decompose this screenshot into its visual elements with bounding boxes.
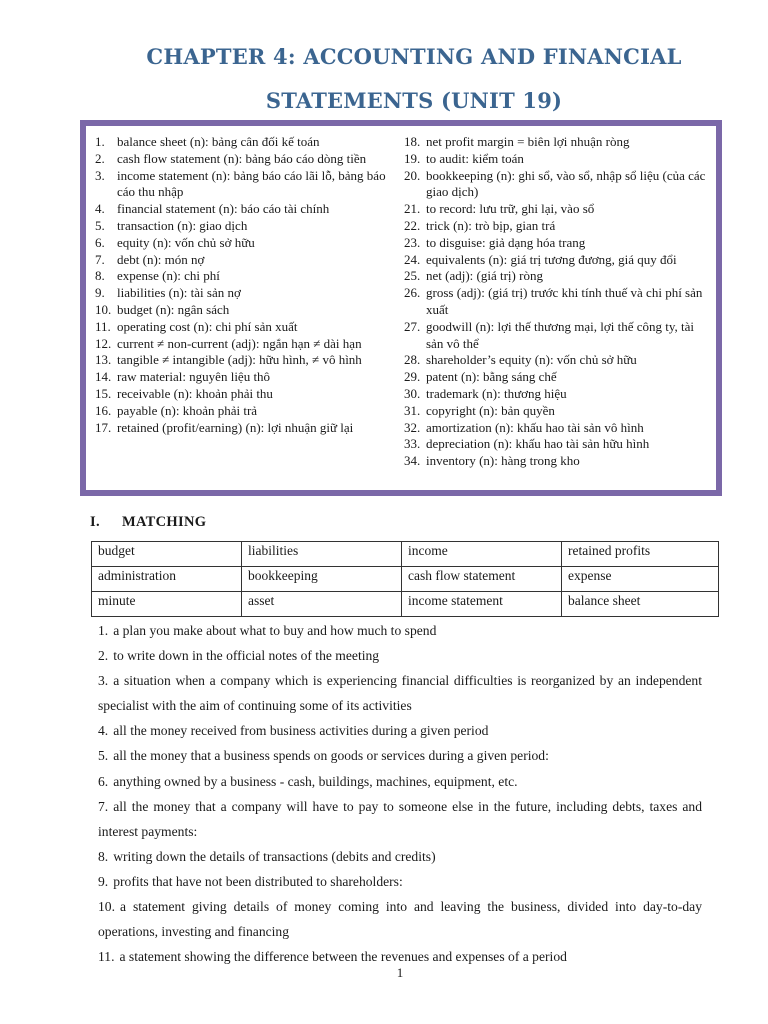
table-cell: income xyxy=(402,542,562,567)
section-number: I. xyxy=(90,514,100,530)
vocabulary-item xyxy=(404,285,714,319)
vocabulary-item xyxy=(404,201,714,218)
vocabulary-item-number: 16. xyxy=(95,402,112,418)
question-text: a plan you make about what to buy and how much to spend xyxy=(113,623,437,638)
table-cell: expense xyxy=(562,567,719,592)
question-number: 8. xyxy=(98,848,109,864)
vocabulary-item-number: 6. xyxy=(95,234,105,250)
vocabulary-item xyxy=(404,319,714,353)
question-item xyxy=(98,718,702,743)
vocabulary-item-number: 20. xyxy=(404,167,421,183)
vocabulary-item-text: cash flow statement (n): bảng báo cáo dòng tiền xyxy=(117,150,367,166)
vocabulary-item xyxy=(404,386,714,403)
vocabulary-item xyxy=(404,453,714,470)
table-cell: cash flow statement xyxy=(402,567,562,592)
question-text: a statement giving details of money coming into and leaving the business, divided into day-to-day operations, investing and financing xyxy=(98,899,702,940)
vocabulary-item-number: 13. xyxy=(95,352,112,368)
vocabulary-item-text: patent (n): bằng sáng chế xyxy=(426,369,557,385)
vocabulary-item-number: 25. xyxy=(404,268,421,284)
question-text: profits that have not been distributed to shareholders: xyxy=(113,873,403,889)
vocabulary-item xyxy=(404,420,714,437)
vocabulary-item xyxy=(404,252,714,269)
vocabulary-item-number: 30. xyxy=(404,385,421,401)
vocabulary-item-text: shareholder’s equity (n): vốn chủ sở hữu xyxy=(426,352,637,368)
table-row xyxy=(92,567,719,592)
question-item xyxy=(98,643,702,668)
vocabulary-item-number: 27. xyxy=(404,318,421,334)
vocabulary-item-number: 23. xyxy=(404,234,421,250)
page-title-line-1: CHAPTER 4: ACCOUNTING AND FINANCIAL xyxy=(146,44,682,69)
question-item xyxy=(98,894,702,944)
vocabulary-item-text: income statement (n): bảng báo cáo lãi lỗ, bảng báo cáo thu nhập xyxy=(117,167,386,200)
vocabulary-item-number: 17. xyxy=(95,419,112,435)
vocabulary-item-number: 24. xyxy=(404,251,421,267)
vocabulary-item xyxy=(95,420,400,437)
question-item xyxy=(98,769,702,794)
question-text: writing down the details of transactions (debits and credits) xyxy=(113,848,436,864)
vocabulary-item xyxy=(404,134,714,151)
question-item xyxy=(98,618,702,643)
vocabulary-item xyxy=(95,386,400,403)
table-cell: bookkeeping xyxy=(242,567,402,592)
vocabulary-item-text: trademark (n): thương hiệu xyxy=(426,385,567,401)
vocabulary-item-text: expense (n): chi phí xyxy=(117,268,220,284)
vocabulary-item-number: 8. xyxy=(95,268,105,284)
question-text: a situation when a company which is experiencing financial difficulties is reorganized by an independent specialist with the aim of continuing some of its activities xyxy=(98,673,702,714)
vocabulary-item-text: receivable (n): khoản phải thu xyxy=(117,385,273,401)
table-row xyxy=(92,542,719,567)
vocabulary-item-number: 10. xyxy=(95,301,112,317)
vocabulary-item-text: copyright (n): bản quyền xyxy=(426,402,555,418)
vocabulary-item-number: 14. xyxy=(95,369,112,385)
vocabulary-item-number: 1. xyxy=(95,134,105,149)
vocabulary-item-text: bookkeeping (n): ghi sổ, vào sổ, nhập sổ liệu (của các giao dịch) xyxy=(426,167,706,200)
vocabulary-item xyxy=(95,201,400,218)
table-cell: budget xyxy=(92,542,242,567)
vocabulary-item xyxy=(404,168,714,202)
vocabulary-item-text: goodwill (n): lợi thế thương mại, lợi thế công ty, tài sản vô thể xyxy=(426,318,695,351)
vocabulary-item-number: 26. xyxy=(404,285,421,301)
question-number: 11. xyxy=(98,949,115,965)
vocabulary-item-number: 9. xyxy=(95,285,105,301)
vocabulary-column-left xyxy=(95,134,400,436)
vocabulary-item-number: 12. xyxy=(95,335,112,351)
vocabulary-item-number: 4. xyxy=(95,201,105,217)
vocabulary-item-text: to disguise: giả dạng hóa trang xyxy=(426,234,586,250)
table-cell: administration xyxy=(92,567,242,592)
vocabulary-item-text: depreciation (n): khấu hao tài sản hữu hình xyxy=(426,436,650,452)
vocabulary-item xyxy=(95,218,400,235)
question-number: 3. xyxy=(98,673,109,689)
question-item xyxy=(98,668,702,718)
vocabulary-item-text: raw material: nguyên liệu thô xyxy=(117,369,271,385)
vocabulary-item-text: net profit margin = biên lợi nhuận ròng xyxy=(426,134,630,149)
vocabulary-item xyxy=(95,403,400,420)
vocabulary-item-text: equity (n): vốn chủ sở hữu xyxy=(117,234,255,250)
question-item xyxy=(98,794,702,844)
vocabulary-item xyxy=(404,352,714,369)
vocabulary-item-text: financial statement (n): báo cáo tài chính xyxy=(117,201,330,217)
table-cell: asset xyxy=(242,592,402,617)
vocabulary-item-number: 21. xyxy=(404,201,421,217)
vocabulary-item xyxy=(95,352,400,369)
question-text: all the money that a business spends on goods or services during a given period: xyxy=(113,748,549,764)
vocabulary-item xyxy=(95,268,400,285)
vocabulary-item-number: 18. xyxy=(404,134,421,149)
page-title-line-2: STATEMENTS (UNIT 19) xyxy=(265,88,563,113)
vocabulary-item-text: gross (adj): (giá trị) trước khi tính thuế và chi phí sản xuất xyxy=(426,285,703,317)
vocabulary-item-number: 32. xyxy=(404,419,421,435)
vocabulary-item-text: budget (n): ngân sách xyxy=(117,301,230,317)
vocabulary-item xyxy=(95,235,400,252)
table-cell: income statement xyxy=(402,592,562,617)
vocabulary-item xyxy=(404,268,714,285)
vocabulary-item xyxy=(95,151,400,168)
vocabulary-item xyxy=(404,235,714,252)
vocabulary-item xyxy=(95,336,400,353)
matching-questions xyxy=(98,618,702,969)
question-text: a statement showing the difference between the revenues and expenses of a period xyxy=(119,949,567,965)
vocabulary-item xyxy=(95,369,400,386)
vocabulary-item-text: inventory (n): hàng trong kho xyxy=(426,453,580,469)
question-number: 2. xyxy=(98,648,109,664)
page-number: 1 xyxy=(396,965,404,980)
vocabulary-item-number: 15. xyxy=(95,385,112,401)
vocabulary-item-number: 33. xyxy=(404,436,421,452)
vocabulary-item xyxy=(404,403,714,420)
vocabulary-item-number: 11. xyxy=(95,318,111,334)
table-cell: liabilities xyxy=(242,542,402,567)
vocabulary-item xyxy=(95,168,400,202)
vocabulary-item-text: debt (n): món nợ xyxy=(117,251,205,267)
vocabulary-item xyxy=(95,252,400,269)
vocabulary-item-number: 29. xyxy=(404,369,421,385)
matching-word-table xyxy=(91,541,719,617)
vocabulary-item-text: retained (profit/earning) (n): lợi nhuận giữ lại xyxy=(117,419,354,435)
vocabulary-item-text: to audit: kiểm toán xyxy=(426,150,524,166)
vocabulary-item-text: current ≠ non-current (adj): ngắn hạn ≠ dài hạn xyxy=(117,335,362,351)
vocabulary-item xyxy=(404,151,714,168)
question-number: 6. xyxy=(98,773,109,789)
question-number: 1. xyxy=(98,623,109,638)
vocabulary-item-text: balance sheet (n): bảng cân đối kế toán xyxy=(117,134,320,149)
vocabulary-item xyxy=(95,134,400,151)
vocabulary-item-text: transaction (n): giao dịch xyxy=(117,217,248,233)
vocabulary-column-right xyxy=(404,134,714,470)
vocabulary-item-number: 31. xyxy=(404,402,421,418)
vocabulary-item-text: trick (n): trò bịp, gian trá xyxy=(426,217,556,233)
question-item xyxy=(98,844,702,869)
table-row xyxy=(92,592,719,617)
vocabulary-item-text: payable (n): khoản phải trả xyxy=(117,402,258,418)
vocabulary-item-number: 34. xyxy=(404,453,421,469)
vocabulary-item xyxy=(404,369,714,386)
vocabulary-item-text: amortization (n): khấu hao tài sản vô hình xyxy=(426,419,644,435)
table-cell: retained profits xyxy=(562,542,719,567)
vocabulary-item xyxy=(404,218,714,235)
question-item xyxy=(98,869,702,894)
vocabulary-item xyxy=(95,285,400,302)
vocabulary-item-number: 19. xyxy=(404,150,421,166)
question-number: 5. xyxy=(98,748,109,764)
vocabulary-item xyxy=(95,302,400,319)
vocabulary-item-number: 22. xyxy=(404,217,421,233)
question-text: all the money that a company will have to pay to someone else in the future, including debts, taxes and interest payments: xyxy=(98,798,702,839)
vocabulary-item-text: to record: lưu trữ, ghi lại, vào sổ xyxy=(426,201,595,217)
table-cell: balance sheet xyxy=(562,592,719,617)
vocabulary-item xyxy=(95,319,400,336)
question-number: 7. xyxy=(98,798,109,814)
vocabulary-item-number: 7. xyxy=(95,251,105,267)
vocabulary-item-text: liabilities (n): tài sản nợ xyxy=(117,285,241,301)
vocabulary-item-number: 2. xyxy=(95,150,105,166)
vocabulary-item xyxy=(404,436,714,453)
vocabulary-box xyxy=(80,120,722,496)
section-title: MATCHING xyxy=(122,514,207,530)
question-text: all the money received from business activities during a given period xyxy=(113,723,489,739)
question-text: anything owned by a business - cash, buildings, machines, equipment, etc. xyxy=(113,773,518,789)
section-heading-matching xyxy=(90,514,206,531)
vocabulary-item-text: net (adj): (giá trị) ròng xyxy=(426,268,543,284)
question-number: 10. xyxy=(98,899,115,915)
vocabulary-item-number: 28. xyxy=(404,352,421,368)
question-item xyxy=(98,743,702,768)
vocabulary-item-text: equivalents (n): giá trị tương đương, giá quy đổi xyxy=(426,251,677,267)
vocabulary-item-text: tangible ≠ intangible (adj): hữu hình, ≠ vô hình xyxy=(117,352,362,368)
vocabulary-item-number: 3. xyxy=(95,167,105,183)
vocabulary-item-text: operating cost (n): chi phí sản xuất xyxy=(117,318,298,334)
question-text: to write down in the official notes of the meeting xyxy=(113,648,380,664)
table-cell: minute xyxy=(92,592,242,617)
vocabulary-item-number: 5. xyxy=(95,217,105,233)
question-number: 9. xyxy=(98,873,109,889)
question-number: 4. xyxy=(98,723,109,739)
